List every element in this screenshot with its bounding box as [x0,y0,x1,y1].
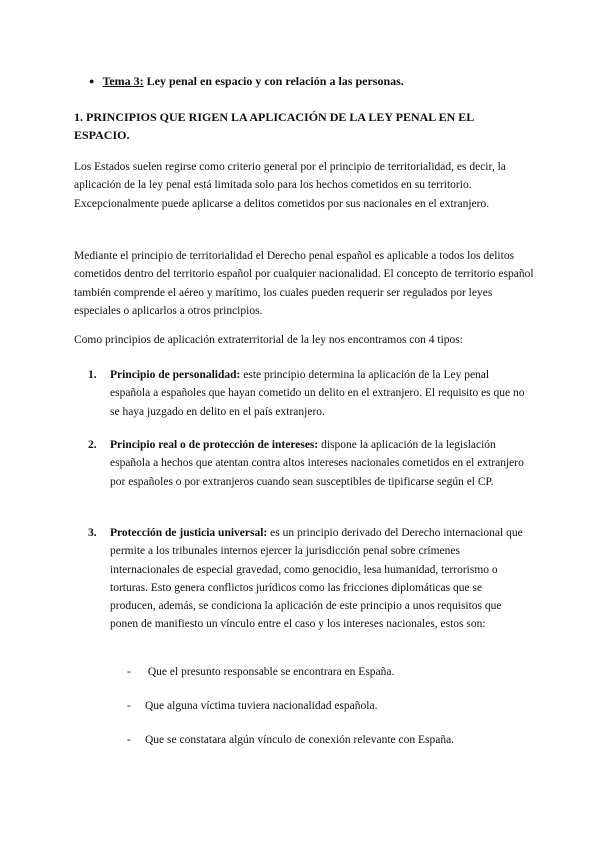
principle-title: Principio de personalidad: [110,369,241,381]
principle-item-personality [88,366,528,421]
principle-number: 2. [88,439,97,451]
dash-bullet: - [127,666,131,678]
principle-text: es un principio derivado del Derecho internacional que permite a los tribunales internos ejercer la jurisdicción penal sobre crímenes internacionales de especial gravedad, como genocidio, lesa humanidad, terrorismo o torturas. Esto genera conflictos jurídicos como las fricciones diplomáticas que se producen, además, se condiciona la aplicación de este principio a unos requisitos que ponen de manifiesto un vínculo entre el caso y los intereses nacionales, estos son: [110,527,523,631]
requirement-text: Que el presunto responsable se encontrara en España. [145,666,395,678]
dash-bullet: - [127,734,131,746]
principle-item-universal-justice [88,524,528,634]
dash-bullet: - [127,700,131,712]
principle-text: este principio determina la aplicación de la Ley penal española a españoles que hayan cometido un delito en el extranjero. El requisito es que no se haya juzgado en delito en el país extranjero. [110,369,525,418]
paragraph-extraterritorial-intro: Como principios de aplicación extraterritorial de la ley nos encontramos con 4 tipos: [74,334,463,346]
requirement-item [127,731,527,749]
paragraph-spanish-law: Mediante el principio de territorialidad el Derecho penal español es aplicable a todos los delitos cometidos dentro del territorio español por cualquier nacionalidad. El concepto de territorio español también comprende el aéreo y marítimo, los cuales pueden requerir ser regulados por leyes especiales o aplicarlos a otros principios. [74,250,534,317]
topic-line [89,73,404,89]
paragraph-territoriality: Los Estados suelen regirse como criterio general por el principio de territorialidad, es decir, la aplicación de la ley penal está limitada solo para los hechos cometidos en su territorio. Excepcionalmente puede aplicarse a delitos cometidos por sus nacionales en el extranjero. [74,161,506,210]
requirement-text: Que alguna víctima tuviera nacionalidad española. [145,700,378,712]
requirement-item [127,663,527,681]
principle-title: Protección de justicia universal: [110,527,268,539]
section-heading: 1. PRINCIPIOS QUE RIGEN LA APLICACIÓN DE LA LEY PENAL EN EL ESPACIO. [74,110,474,142]
principle-title: Principio real o de protección de intereses: [110,439,319,451]
principle-number: 1. [88,369,97,381]
principle-item-real-protection [88,436,528,491]
requirement-item [127,697,527,715]
topic-title: Ley penal en espacio y con relación a las personas. [143,74,404,88]
bullet-icon: ● [89,76,95,86]
requirement-text: Que se constatara algún vínculo de conexión relevante con España. [145,734,455,746]
topic-label: Tema 3: [102,74,144,88]
principle-text: dispone la aplicación de la legislación española a hechos que atentan contra altos intereses nacionales cometidos en el extranjero por españoles o por extranjeros cuando sean susceptibles de tipificarse según el CP. [110,439,524,488]
principle-number: 3. [88,527,97,539]
